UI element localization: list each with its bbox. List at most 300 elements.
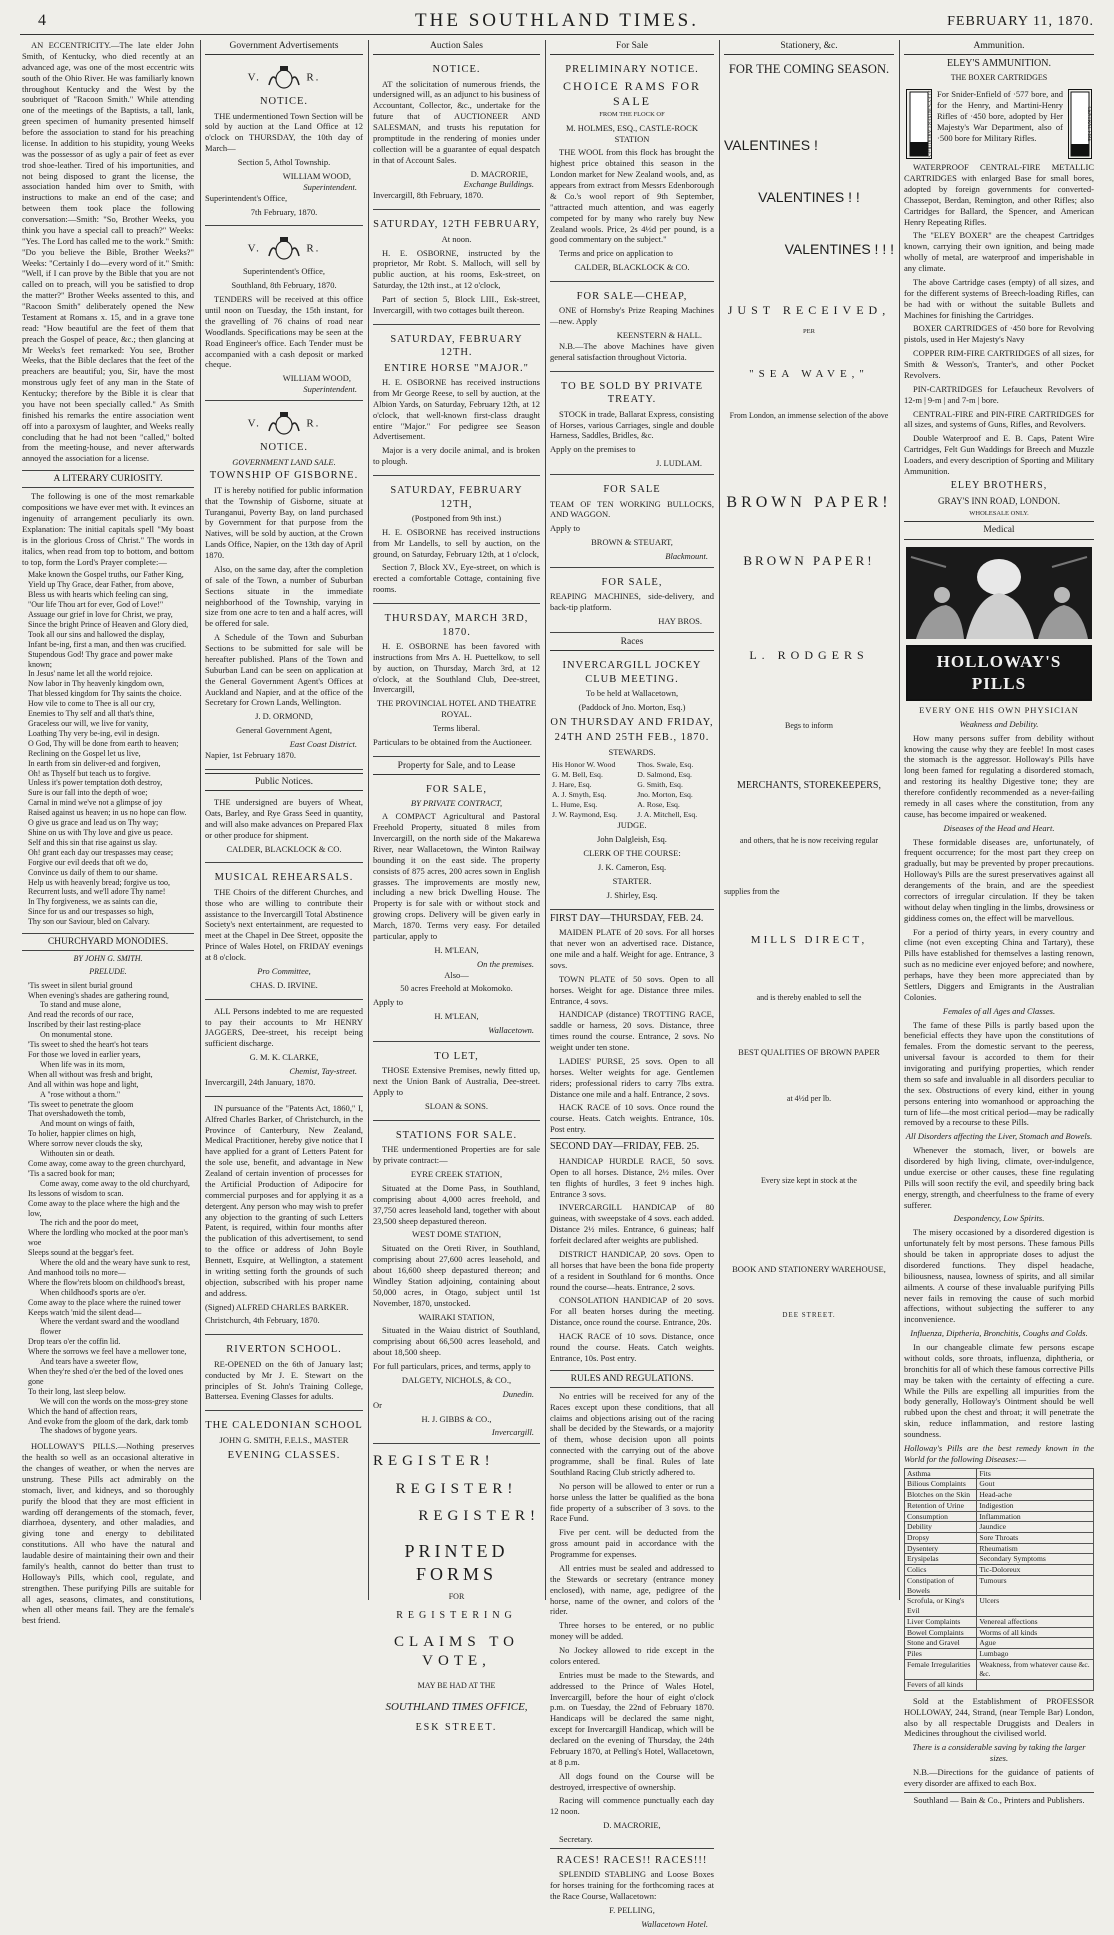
ad-subtitle: GOVERNMENT LAND SALE. bbox=[232, 456, 336, 467]
rules-list bbox=[550, 1391, 714, 1817]
disease-row-cell: Indigestion bbox=[977, 1500, 1094, 1511]
poem-line: Sure is our fall into the depth of woe; bbox=[28, 788, 148, 798]
column-header: For Sale bbox=[550, 40, 714, 55]
cartridge-label: ELEY'S BOXER CARTRIDGES bbox=[926, 90, 931, 158]
poem-line: Loathing Thy very be-ing, evil in design. bbox=[28, 728, 160, 738]
auction-feb-12-cottage bbox=[373, 479, 540, 604]
med-subtitle: Females of all Ages and Classes. bbox=[942, 1005, 1056, 1016]
poem-line: Thy son our Saviour, bled on Calvary. bbox=[28, 917, 150, 927]
disease-row bbox=[905, 1648, 1094, 1659]
disease-row-cell: Tumours bbox=[977, 1575, 1094, 1595]
ad-body: THE Choirs of the different Churches, and those who are willing to contribute their assistance to the Invercargill Total Abstinence Society's next entertainment, are requested to meet at the Chapel in Dee Street, opposite the Prince of Wales Hotel, on FRIDAY evenings at 8 o'clock. bbox=[205, 886, 363, 963]
ad-body: THE undermentioned Town Section will be sold by auction at the Land Office at 12 o'clock on THURSDAY, the 10th day of March— bbox=[205, 110, 363, 154]
reaping-machine-ad bbox=[550, 285, 714, 372]
poem-line: Help us with heavenly bread; forgive us too, bbox=[28, 877, 171, 887]
column-divider bbox=[899, 40, 900, 1600]
column-header: Medical bbox=[904, 521, 1094, 539]
ad-title: THURSDAY, MARCH 3RD, 1870. bbox=[384, 613, 529, 638]
cases-text: The above Cartridge cases (empty) of all sizes, and for the different systems of Breech-loading Rifles, can be had with or without the suitable Bullets and Machines for finishing the Cartridges. bbox=[904, 276, 1094, 320]
ad-township: TOWNSHIP OF GISBORNE. bbox=[209, 470, 359, 482]
auction-horse-major bbox=[373, 328, 540, 476]
ad-body: ONE of Hornsby's Prize Reaping Machines—new. Apply bbox=[550, 305, 714, 327]
race-day-1-list bbox=[550, 927, 714, 1135]
disease-row-cell: Constipation of Bowels bbox=[905, 1575, 977, 1595]
ad-also: Also— bbox=[444, 969, 469, 980]
poem-line: Withouten sin or death. bbox=[40, 1149, 115, 1159]
poem-line: Make known the Gospel truths, our Father King, bbox=[28, 570, 184, 580]
ad-date: Invercargill, 8th February, 1870. bbox=[373, 190, 484, 201]
royal-crest-icon bbox=[266, 65, 302, 91]
med-subtitle: Diseases of the Head and Heart. bbox=[943, 822, 1055, 833]
ad-date: Napier, 1st February 1870. bbox=[205, 749, 297, 760]
ad-role: Dunedin. bbox=[502, 1388, 534, 1399]
race-entry: INVERCARGILL HANDICAP of 80 guineas, with sweepstake of 4 sovs. each added. Distance 2½ miles. Entrance, 6 guineas; half forfeit declared after weights are published. bbox=[550, 1202, 714, 1245]
disease-row-cell: Weakness, from whatever cause &c. &c. bbox=[977, 1659, 1094, 1679]
poem-line: Its lessons of wisdom to scan. bbox=[28, 1188, 124, 1198]
judge-name: John Dalgleish, Esq. bbox=[597, 834, 667, 845]
rule-entry: No entries will be received for any of the Races except upon these conditions, that all claims and objections arising out of the racing shall be decided by the Stewards, or a majority of them, whose decision upon all points connected with the carrying out of the above programme, shall be final. Rules of late Southland Racing Club strictly adhered to. bbox=[550, 1390, 714, 1477]
physician-title: EVERY ONE HIS OWN PHYSICIAN bbox=[919, 704, 1079, 715]
ad-signature: WILLIAM WOOD, bbox=[282, 170, 351, 181]
ad-signature: H. J. GIBBS & CO., bbox=[421, 1413, 492, 1424]
poem-line: In earth from sin deliver-ed and forgiven, bbox=[28, 758, 161, 768]
ad-date: 7th February, 1870. bbox=[250, 206, 318, 217]
eley-address: GRAY'S INN ROAD, LONDON. bbox=[937, 495, 1061, 506]
article-eccentricity: AN ECCENTRICITY.—The late elder John Smith, of Kentucky, who died recently at an advanced age, was one of the most eccentric wits south of the Ohio River. He was familiarly known throughout Kentucky and the West by the soubriquet of "Racoon Smith." While attending one of the meetings of the Baptists, a tall, lank, green specimen of humanity presented himself before the association to stand for his preaching license. In addition to his stupidity, young Weeks was the possessor of as ugly a pair of feet as ever trod shoe-leather. Tired of his importunities, and not being disposed to grant the license, the association handed him over to Smith, with instructions to make an end of the case; and between them took place the following conversation:—Smith: "So, Brother Weeks, you think you have a special call to preach?" Weeks: "Yes. The Lord has called me to the work." Smith: "Do you believe the Bible, Brother Weeks?" Weeks: "Certainly I do—every word of it." Smith: "Well, if I can prove by the Bible that you are not called on to preach, will you be satisfied to drop the matter?" Brother Weeks assented to this, and "Racoon Smith" deliberately opened the New Testament at Romans x. 15, and in a grave tone read: "How beautiful are the feet of them that preach the Gospel of peace, &c.; then glancing at Mr Weeks's feet remarked: You see, Brother Weeks, that the Bible declares that the feet of the preachers are beautiful; you, Sir, have the most monstrous ugly feet of any man in the State of Kentucky; therefore by the Bible it is clear that you have not been specially called." As Smith finished his remarks the entire association went off into a paroxysm of laughter, and Weeks really concluding that he had not been "called," bolted from the meeting-house, and never afterwards annoyed the association for a license. bbox=[22, 40, 194, 464]
station-body: Situated on the Oreti River, in Southland, comprising about 27,600 acres leasehold, and about 16,600 sheep depastured thereon; and Windley Station adjoining, containing about 50,000 acres, in Otago, subject until 1st November, 1870, unstocked. bbox=[373, 1243, 540, 1308]
disease-row-cell: Blotches on the Skin bbox=[905, 1490, 977, 1501]
disease-row-cell: Ulcers bbox=[977, 1596, 1094, 1616]
poem-line: We will con the words on the moss-grey stone bbox=[40, 1396, 188, 1406]
rules-title: RULES AND REGULATIONS. bbox=[550, 1370, 714, 1388]
poem-line: Graceless our will, we live for vanity, bbox=[28, 719, 149, 728]
ad-body: THE undermentioned Properties are for sale by private contract:— bbox=[373, 1144, 540, 1166]
clerk-name: J. K. Cameron, Esq. bbox=[597, 861, 667, 872]
poem-line: Where the flow'rets bloom on childhood's breast, bbox=[28, 1277, 185, 1287]
poem-line: That overshadoweth the tomb, bbox=[28, 1109, 126, 1119]
boxer-body: For Snider-Enfield of ·577 bore, and for the Henry, and Martini-Henry Rifles of ·450 bore, adopted by Her Majesty's War Department, also of ·500 bore for Military Rifles. bbox=[937, 89, 1063, 143]
column-1 bbox=[22, 40, 194, 1626]
ad-terms: Terms liberal. bbox=[432, 723, 481, 734]
poem-prelude: PRELUDE. bbox=[89, 967, 127, 977]
cartridge-label: CENTRAL FIRE bbox=[1086, 106, 1091, 142]
column-5 bbox=[724, 40, 894, 1595]
ad-days: ON THURSDAY AND FRIDAY, bbox=[550, 716, 714, 728]
poem-line: In Thy forgiveness, we as saints can die, bbox=[28, 897, 158, 907]
poem-line: When all without was fresh and bright, bbox=[28, 1069, 153, 1079]
judge-label: JUDGE. bbox=[617, 820, 647, 831]
ad-title: ELEY'S AMMUNITION. bbox=[946, 58, 1052, 70]
ad-terms: Terms and price on application to bbox=[559, 248, 673, 259]
masthead-rule bbox=[20, 34, 1094, 35]
column-6 bbox=[904, 40, 1094, 1805]
ad-title: NOTICE. bbox=[259, 442, 309, 454]
poem-line: And read the records of our race, bbox=[28, 1010, 134, 1020]
ad-title: INVERCARGILL JOCKEY CLUB MEETING. bbox=[562, 660, 702, 685]
poem-line: "Our life Thou art for ever, God of Love!" bbox=[28, 600, 164, 610]
ad-subtitle: BY PRIVATE CONTRACT, bbox=[410, 798, 503, 809]
ad-title: STATIONS FOR SALE. bbox=[395, 1129, 518, 1141]
poem-line: A "rose without a thorn." bbox=[40, 1089, 121, 1099]
poem-line: In Jesus' name let all the world rejoice. bbox=[28, 669, 153, 679]
disease-row-cell: Jaundice bbox=[977, 1522, 1094, 1533]
ad-subtitle: (Postponed from 9th inst.) bbox=[411, 512, 502, 523]
disease-row-cell: Ague bbox=[977, 1638, 1094, 1649]
ad-signature: CALDER, BLACKLOCK & CO. bbox=[574, 262, 690, 273]
ad-signature: F. PELLING, bbox=[609, 1904, 655, 1915]
gov-land-sale-ad bbox=[205, 404, 363, 770]
column-3 bbox=[373, 40, 540, 1733]
ad-title: FOR SALE, bbox=[426, 784, 487, 795]
esk-street: ESK STREET. bbox=[415, 1721, 498, 1733]
royal-crest-icon bbox=[266, 411, 302, 437]
steward-row bbox=[550, 800, 714, 810]
station-name: WEST DOME STATION, bbox=[411, 1229, 502, 1240]
price-line: at 4½d per lb. bbox=[786, 1094, 832, 1103]
coming-season: FOR THE COMING SEASON. bbox=[728, 62, 890, 77]
disease-row-cell: Secondary Symptoms bbox=[977, 1554, 1094, 1565]
ship-name: "SEA WAVE," bbox=[749, 367, 869, 380]
med-body: These formidable diseases are, unfortunately, of frequent occurrence; for the most part they creep on gradually, but may be prevented by proper precautions. Holloway's Pills are the surest preservatives against all derangements of the brain, and are the speediest correctors of irregular circulation. If they be taken without delay when tingling in the limbs, drowsiness or giddiness comes on, the effect will be marvellous. bbox=[904, 836, 1094, 923]
caledonian-school-ad bbox=[205, 1414, 363, 1469]
ad-signature: G. M. K. CLARKE, bbox=[249, 1052, 319, 1063]
race-entry: CONSOLATION HANDICAP of 20 sovs. For all beaten horses during the meeting. Distance, once round the course. Entrance, 20s. bbox=[550, 1295, 714, 1328]
poem-line: Now labor in Thy heavenly kingdom own, bbox=[28, 679, 165, 689]
rule-entry: Three horses to be entered, or no public money will be added. bbox=[550, 1620, 714, 1642]
poem-line: To stand and muse alone, bbox=[40, 1000, 121, 1010]
stewards-label: STEWARDS. bbox=[608, 746, 656, 757]
masthead bbox=[20, 10, 1094, 32]
disease-row bbox=[905, 1500, 1094, 1511]
med-body: Whenever the stomach, liver, or bowels are disordered by high living, climate, over-indulgence, undue exercise or other causes, these fine regulating Pills will soon rectify the evil, and speedily bring back energy, strength, and cheerfulness to the frame of every sufferer. bbox=[904, 1145, 1094, 1210]
poem-line: How vile to come to Thee is all our cry, bbox=[28, 699, 155, 709]
disease-row bbox=[905, 1543, 1094, 1554]
ad-body: Part of section 5, Block LIII., Esk-street, Invercargill, with two cottages built thereon. bbox=[373, 294, 540, 315]
disease-row bbox=[905, 1468, 1094, 1479]
poem-line: Carnal in mind we've not a glimpse of joy bbox=[28, 798, 163, 808]
column-header: Races bbox=[550, 636, 714, 651]
ad-title: THE CALEDONIAN SCHOOL bbox=[205, 1420, 363, 1432]
rule-entry: Five per cent. will be deducted from the gross amount paid in accordance with the Programme for expenses. bbox=[550, 1527, 714, 1560]
from-london: From London, an immense selection of the above bbox=[729, 410, 889, 420]
saving-note: There is a considerable saving by taking the larger sizes. bbox=[912, 1742, 1086, 1764]
disease-row bbox=[905, 1627, 1094, 1638]
disease-row-cell: Sore Throats bbox=[977, 1533, 1094, 1544]
secretary-role: Secretary. bbox=[559, 1834, 593, 1845]
cartridge-block bbox=[904, 86, 1094, 162]
ad-body: H. E. OSBORNE has been favored with instructions from Mrs A. H. Puettelkow, to sell by auction, on Thursday, March 3rd, at 12 o'clock, at the Southland Club, Dee-street, Invercargill, bbox=[373, 640, 540, 695]
ad-body: REAPING MACHINES, side-delivery, and back-tip platform. bbox=[550, 591, 714, 613]
disease-row-cell: Debility bbox=[905, 1522, 977, 1533]
printed-forms: PRINTED FORMS bbox=[404, 1540, 509, 1584]
disease-row bbox=[905, 1638, 1094, 1649]
poem-line: Oh! grant each day our trespasses may cease; bbox=[28, 847, 174, 857]
royal-crest bbox=[205, 236, 363, 262]
crest-left: V. bbox=[247, 71, 261, 84]
disease-row-cell: Fits bbox=[977, 1468, 1094, 1479]
poem-line: When evening's shades are gathering round, bbox=[28, 990, 169, 1000]
crest-left: V. bbox=[247, 417, 261, 430]
ad-body: H. E. OSBORNE has received instructions from Mr Landells, to sell by auction, on the ground, on Saturday, February 12th, at 1 o'clock, bbox=[373, 526, 540, 559]
steward-row bbox=[550, 780, 714, 790]
cartridge-box bbox=[906, 89, 932, 159]
poem-line: Convince us daily of them to our shame. bbox=[28, 867, 158, 877]
ad-title: FOR SALE bbox=[603, 484, 661, 496]
auction-march-3 bbox=[373, 607, 540, 757]
disease-row-cell: Erysipelas bbox=[905, 1554, 977, 1565]
ad-body: H. E. OSBORNE has received instructions from Mr George Reese, to sell by auction, at the Albion Yards, on Saturday, February 12th, at 12 o'clock, that well-known first-class draught entire "Major." For pedigree see Season Advertisement. bbox=[373, 377, 540, 442]
printers-imprint: Southland — Bain & Co., Printers and Publishers. bbox=[904, 1792, 1094, 1806]
auction-notice bbox=[373, 58, 540, 210]
poem-line: Infant be-ing, first a man, and then was crucified. bbox=[28, 639, 186, 649]
poem-line: For those we loved in earlier years, bbox=[28, 1050, 141, 1059]
property-to-let bbox=[373, 1045, 540, 1121]
poem-line: Where the lordling who mocked at the poor man's woe bbox=[28, 1228, 189, 1248]
merchants-storekeepers: MERCHANTS, STOREKEEPERS, bbox=[736, 779, 881, 791]
column-header: Stationery, &c. bbox=[724, 40, 894, 55]
rodgers-name: L. RODGERS bbox=[749, 647, 869, 662]
disease-row-cell: Inflammation bbox=[977, 1511, 1094, 1522]
steward-row-cell: D. Salmond, Esq. bbox=[637, 770, 692, 780]
race-entry: DISTRICT HANDICAP, 20 sovs. Open to all horses that have been the bona fide property of a resident in Southland for 6 months. Once round the course—heats. Entrance, 2 sovs. bbox=[550, 1248, 714, 1292]
ad-title: TO LET, bbox=[434, 1050, 479, 1062]
steward-row-cell: L. Hume, Esq. bbox=[552, 800, 598, 810]
med-subtitle: Influenza, Diptheria, Bronchitis, Coughs and Colds. bbox=[910, 1328, 1088, 1339]
race-entry: TOWN PLATE of 50 sovs. Open to all horses. Weight for age. Distance three miles. Entrance, 4 sovs. bbox=[550, 973, 714, 1006]
ad-title: MUSICAL REHEARSALS. bbox=[214, 872, 354, 884]
ad-title: FOR SALE, bbox=[601, 576, 663, 588]
boxer-title: THE BOXER CARTRIDGES bbox=[950, 72, 1048, 82]
station-name: WAIRAKI STATION, bbox=[418, 1311, 495, 1322]
public-notice-patent bbox=[205, 1100, 363, 1336]
station-body: Situated in the Waiau district of Southland, comprising about 66,500 acres leasehold, and about 18,500 sheep. bbox=[373, 1325, 540, 1358]
ad-title: TO BE SOLD BY PRIVATE TREATY. bbox=[560, 380, 704, 406]
poem-line: To their long, last sleep below. bbox=[28, 1386, 126, 1396]
monody-poem bbox=[22, 981, 194, 1437]
rule-entry: No person will be allowed to enter or run a horse unless the latter be qualified as the bona fide property of a subscriber of 3 sovs. to the Race Fund. bbox=[550, 1480, 714, 1524]
sold-at: Sold at the Establishment of PROFESSOR HOLLOWAY, 244, Strand, (near Temple Bar) London, also by all respectable Druggists and Dealers in Medicines throughout the civilised world. bbox=[904, 1695, 1094, 1739]
disease-row-cell: Fevers of all kinds bbox=[905, 1680, 977, 1691]
poem-line: Where the sorrows we feel have a mellower tone, bbox=[28, 1347, 187, 1357]
gov-tender-ad bbox=[205, 229, 363, 401]
crest-left: V. bbox=[247, 243, 261, 255]
others-line: and others, that he is now receiving regular bbox=[739, 836, 879, 846]
race-entry: MAIDEN PLATE of 20 sovs. For all horses that never won an advertised race. Distance, one mile and a half. Weight for age. Entrance, 3 sovs. bbox=[550, 927, 714, 970]
disease-row-cell: Worms of all kinds bbox=[977, 1627, 1094, 1638]
ad-title: SATURDAY, FEBRUARY 12TH, bbox=[390, 485, 523, 510]
public-notice-produce bbox=[205, 794, 363, 863]
disease-row-cell: Asthma bbox=[905, 1468, 977, 1479]
directions-note: N.B.—Directions for the guidance of patients of every disorder are affixed to each Box. bbox=[904, 1767, 1094, 1788]
clerk-label: CLERK OF THE COURSE: bbox=[583, 848, 681, 859]
disease-row-cell: Consumption bbox=[905, 1511, 977, 1522]
poem-line: Oh! as Thyself but teach us to forgive. bbox=[28, 768, 151, 778]
ad-signature: HAY BROS. bbox=[658, 616, 702, 627]
ad-signature: H. M'LEAN, bbox=[434, 944, 479, 955]
private-treaty-ad bbox=[550, 375, 714, 475]
secretary-signature: D. MACRORIE, bbox=[603, 1820, 661, 1831]
column-divider bbox=[545, 40, 546, 1600]
section-title-literary-curiosity: A LITERARY CURIOSITY. bbox=[22, 470, 194, 488]
ad-body: Also, on the same day, after the completion of sale of the Town, a number of Suburban Sections situate in the immediate neighborhood of the Township, varying in size from one acre to ten and a half acres, will be offered for sale. bbox=[205, 563, 363, 629]
times-office: SOUTHLAND TIMES OFFICE, bbox=[385, 1700, 528, 1713]
race-entry: HANDICAP HURDLE RACE, 50 sovs. Open to all horses. Distance, 2½ miles. Over ten flights of hurdles, 3 feet 9 inches high. Entrance 3 sovs. bbox=[550, 1155, 714, 1199]
disease-row-cell bbox=[977, 1680, 1094, 1691]
ad-subtitle: EVENING CLASSES. bbox=[227, 1449, 341, 1461]
steward-row bbox=[550, 760, 714, 770]
ad-body: ALL Persons indebted to me are requested to pay their accounts to Mr HENRY JAGGERS, Dee-street, his receipt being sufficient discharge. bbox=[205, 1005, 363, 1049]
register-line-1: REGISTER! bbox=[373, 1453, 495, 1470]
ad-title: RIVERTON SCHOOL. bbox=[226, 1344, 342, 1356]
ad-committee: Pro Committee, bbox=[257, 965, 311, 976]
steward-row bbox=[550, 810, 714, 820]
column-divider bbox=[200, 40, 201, 1600]
ad-body: Section 7, Block XV., Eye-street, on which is erected a comfortable Cottage, containing five rooms. bbox=[373, 562, 540, 595]
rule-entry: All dogs found on the Course will be destroyed, irrespective of ownership. bbox=[550, 1770, 714, 1792]
poem-line: 'Tis a sacred book for man; bbox=[28, 1168, 115, 1178]
pin-text: PIN-CARTRIDGES for Lefaucheux Revolvers of 12-m | 9-m | and 7-m | bore. bbox=[904, 383, 1094, 405]
ad-footer: Particulars to be obtained from the Auctioneer. bbox=[373, 736, 532, 747]
disease-row bbox=[905, 1490, 1094, 1501]
disease-row bbox=[905, 1522, 1094, 1533]
disease-row bbox=[905, 1511, 1094, 1522]
disease-row-cell: Dropsy bbox=[905, 1533, 977, 1544]
royal-crest bbox=[205, 65, 363, 91]
disease-row-cell: Bowel Complaints bbox=[905, 1627, 977, 1638]
stations-for-sale bbox=[373, 1124, 540, 1444]
ad-title: NOTICE. bbox=[432, 64, 481, 76]
poem-line: And all within was hope and light, bbox=[28, 1079, 139, 1089]
engraving-illustration-icon bbox=[906, 547, 1092, 639]
public-notice-accounts bbox=[205, 1003, 363, 1097]
med-subtitle: Despondency, Low Spirits. bbox=[953, 1213, 1045, 1224]
disease-row bbox=[905, 1680, 1094, 1691]
med-body: The fame of these Pills is partly based upon the beneficial effects they have upon the constitutions of females. From the domestic servant to the peeress, universal favour is accorded to them for their invigorating and purifying properties, which render them so safe and invaluable in all disorders peculiar to the sex. Obstructions of every kind, either in young persons entering into womanhood or approaching the turn of life—the most critical period—may be radically removed by a recourse to these Pills. bbox=[904, 1019, 1094, 1128]
poem-line: Assuage our grief in love for Christ, we pray, bbox=[28, 610, 173, 620]
poem-line: Reclining on the Gospel let us live, bbox=[28, 748, 141, 758]
column-header: Property for Sale, and to Lease bbox=[373, 760, 540, 775]
ad-body: Major is a very docile animal, and is broken to plough. bbox=[373, 445, 540, 467]
section-title-monodies: CHURCHYARD MONODIES. bbox=[22, 933, 194, 951]
poem-line: Keeps watch 'mid the silent dead— bbox=[28, 1307, 142, 1317]
disease-row bbox=[905, 1616, 1094, 1627]
disease-row-cell: Colics bbox=[905, 1565, 977, 1576]
royal-crest-icon bbox=[266, 236, 302, 262]
ad-title: FOR SALE—CHEAP, bbox=[576, 291, 688, 302]
register-line-3: REGISTER! bbox=[418, 1507, 540, 1524]
ad-body: RE-OPENED on the 6th of January last; conducted by Mr J. E. Stewart on the principles of St. John's Training College, Battersea. Evening Classes for adults. bbox=[205, 1358, 363, 1402]
ad-title: SATURDAY, FEBRUARY 12TH. bbox=[390, 333, 523, 359]
ad-title: RACES! RACES!! RACES!!! bbox=[556, 1854, 708, 1866]
brown-paper-2: BROWN PAPER! bbox=[743, 553, 875, 569]
ad-footer: For full particulars, prices, and terms, apply to bbox=[373, 1361, 531, 1372]
disease-row-cell: Lumbago bbox=[977, 1648, 1094, 1659]
ad-body: THOSE Extensive Premises, newly fitted up, next the Union Bank of Australia, Dee-street. Apply to bbox=[373, 1065, 540, 1098]
race-entry: HACK RACE of 10 sovs. Once round the course. Heats. Catch weights. Entrance, 10s. Post entry. bbox=[550, 1102, 714, 1135]
ad-headline: CHOICE RAMS FOR SALE bbox=[562, 78, 702, 108]
riverton-school-ad bbox=[205, 1338, 363, 1411]
per-label: PER bbox=[803, 328, 815, 336]
steward-row-cell: J. A. Mitchell, Esq. bbox=[637, 810, 698, 820]
copper-text: COPPER RIM-FIRE CARTRIDGES of all sizes, for Smith & Wesson's, Tranter's, and other Pocket Revolvers. bbox=[904, 348, 1094, 380]
disease-row-cell: Venereal affections bbox=[977, 1616, 1094, 1627]
poem-line: 'Tis sweet in silent burial ground bbox=[28, 980, 133, 990]
ad-body: AT the solicitation of numerous friends, the undersigned will, as an adjunct to his business of Accountant, Collector, &c., undertake for the future that of AUCTIONEER AND SALESMAN, and trusts his reputation for promptitude in the rendering of monies under collection will be a guarantee of equal despatch in that of Account Sales. bbox=[373, 78, 540, 165]
prayer-poem bbox=[22, 570, 194, 927]
ad-date: Christchurch, 4th February, 1870. bbox=[205, 1315, 320, 1326]
ad-role: Blackmount. bbox=[665, 551, 708, 561]
poem-line: That blessed kingdom for Thy saints the choice. bbox=[28, 689, 182, 699]
property-for-sale bbox=[373, 778, 540, 1042]
page-number: 4 bbox=[38, 12, 46, 29]
column-4 bbox=[550, 40, 714, 1929]
ad-section: Section 5, Athol Township. bbox=[237, 157, 331, 168]
column-divider bbox=[368, 40, 369, 1600]
disease-row-cell: Gout bbox=[977, 1479, 1094, 1490]
disease-row-cell: Bilious Complaints bbox=[905, 1479, 977, 1490]
ad-role: East Coast District. bbox=[289, 739, 357, 750]
column-header: Government Advertisements bbox=[205, 40, 363, 55]
race-day-1-title: FIRST DAY—THURSDAY, FEB. 24. bbox=[550, 912, 704, 924]
eley-boxer-text: The "ELEY BOXER" are the cheapest Cartridges known, carrying their own ignition, and being made wholly of metal, are waterproof and imperishable in any climate. bbox=[904, 230, 1094, 274]
poem-author: BY JOHN G. SMITH. bbox=[73, 954, 143, 964]
claims-to-vote: CLAIMS TO VOTE, bbox=[394, 1633, 519, 1670]
disease-row-cell: Rheumatism bbox=[977, 1543, 1094, 1554]
steward-row-cell: A. J. Smyth, Esq. bbox=[552, 790, 607, 800]
register-ad bbox=[373, 1452, 540, 1734]
ad-from: FROM THE FLOCK OF bbox=[599, 111, 665, 119]
ad-body: A Schedule of the Town and Suburban Sections to be submitted for sale will be hereafter published. Plans of the Town and Suburban Land can be seen on application at the General Government Agent's Offices at Auckland and Napier, and at the office of the Secretary for Crown Lands, Wellington. bbox=[205, 632, 363, 708]
ad-also-body: 50 acres Freehold at Mokomoko. bbox=[400, 983, 513, 994]
disease-row-cell: Dysentery bbox=[905, 1543, 977, 1554]
poem-line: Bless us with hearts which feeling can sing, bbox=[28, 590, 168, 600]
article-holloway: HOLLOWAY'S PILLS.—Nothing preserves the health so well as an occasional alterative in the changes of weather, or when the nerves are unstrung. These Pills act admirably on the stomach, liver, and kidneys, and so thoroughly purify the blood that they are most efficient in warding off derangements of the stomach, fever, diarrhoea, dysentery, and other maladies, and giving tone and energy to debilitated constitutions. All who have the natural and laudable desire of maintaining their own and their family's health, cannot do better than trust to Holloway's Pills, which cool, regulate, and strengthen. These purifying Pills are suitable for all ages, seasons, climates, and constitutions, when all other means fail. They are the female's best friend. bbox=[22, 1441, 194, 1626]
ad-signature: CALDER, BLACKLOCK & CO. bbox=[226, 843, 342, 854]
rule-entry: Entries must be made to the Stewards, and addressed to the Prince of Wales Hotel, Invercargill, before the hour of eight o'clock p.m. on Tuesday, the 22nd of February 1870. Handicaps will be declared the same night, except for Invercargill Handicap, which will be declared on the evening of Thursday, the 24th February 1870, at Pelling's Hotel, Wallacetown, at 8 p.m. bbox=[550, 1669, 714, 1767]
rams-for-sale-ad bbox=[550, 58, 714, 282]
disease-row-cell: Tic-Doloreux bbox=[977, 1565, 1094, 1576]
waterproof-text: WATERPROOF CENTRAL-FIRE METALLIC CARTRIDGES with enlarged Base for small bores, adopted by foreign governments for converted-Chassepot, Berdan, Remington, and other Rifles; also Cartridges for Ballard, the Spencer, and American Henry Repeating Rifles. bbox=[904, 162, 1094, 227]
poem-line: And tears have a sweeter flow, bbox=[40, 1357, 139, 1367]
ad-body: A COMPACT Agricultural and Pastoral Freehold Property, situated 8 miles from Invercargill, on the north side of the Makarewa River, near Wallacetown, the Winton Railway bounding it on the east side. The property consists of 875 acres, 200 acres sown in English grasses. The improvements are mostly new, including a new brick Dwelling House. The Property is for sale with or without stock and growing crops. Delivery will be given early in March, 1870. Terms very easy. For detailed particular, apply to bbox=[373, 811, 540, 941]
ad-subtitle: THE PROVINCIAL HOTEL AND THEATRE ROYAL. bbox=[376, 698, 537, 720]
ad-body: THE WOOL from this flock has brought the highest price obtained this season in the London market for New Zealand wools, and, as appears from extract from Messrs Edenborough & Co.'s wool report of 9th September, "attracted much attention, and was eagerly competed for by many who rarely buy New Zealand wools. Price, 2s 4½d per pound, is a good commentary on the subject." bbox=[550, 147, 714, 245]
issue-date: FEBRUARY 11, 1870. bbox=[947, 14, 1094, 29]
ad-note: N.B.—The above Machines have given general satisfaction throughout Victoria. bbox=[550, 341, 714, 362]
poem-line: Inscribed by their last resting-place bbox=[28, 1020, 141, 1030]
ad-subtitle: At noon. bbox=[441, 233, 472, 244]
crest-right: R. bbox=[306, 243, 321, 255]
poem-line: Which the hand of affection rears, bbox=[28, 1406, 138, 1416]
warehouse-name: BOOK AND STATIONERY WAREHOUSE, bbox=[732, 1264, 886, 1275]
poem-line: Yield up Thy Grace, dear Father, from above, bbox=[28, 580, 174, 590]
eley-brothers: ELEY BROTHERS, bbox=[950, 479, 1048, 491]
poem-line: Stupendous God! Thy grace and power make known; bbox=[28, 649, 173, 669]
ad-body: THE undersigned are buyers of Wheat, Oats, Barley, and Rye Grass Seed in quantity, and will also make advances on Prepared Flax or other produce for shipment. bbox=[205, 797, 363, 840]
disease-row bbox=[905, 1575, 1094, 1595]
ad-signature: J. LUDLAM. bbox=[655, 458, 702, 469]
med-subtitle: Weakness and Debility. bbox=[959, 718, 1039, 729]
ad-flock: M. HOLMES, ESQ., CASTLE-ROCK STATION bbox=[566, 122, 698, 144]
station-name: EYRE CREEK STATION, bbox=[410, 1169, 503, 1180]
ad-title: SATURDAY, 12TH FEBRUARY, bbox=[373, 219, 540, 231]
poem-line: Come away, come away to the green churchyard, bbox=[28, 1158, 186, 1168]
ad-role: Wallacetown Hotel. bbox=[641, 1918, 708, 1929]
ad-signature: SLOAN & SONS. bbox=[424, 1101, 489, 1111]
ad-role: Exchange Buildings. bbox=[463, 179, 534, 190]
diseases-table bbox=[904, 1468, 1094, 1691]
ad-signature: J. D. ORMOND, bbox=[255, 711, 313, 722]
